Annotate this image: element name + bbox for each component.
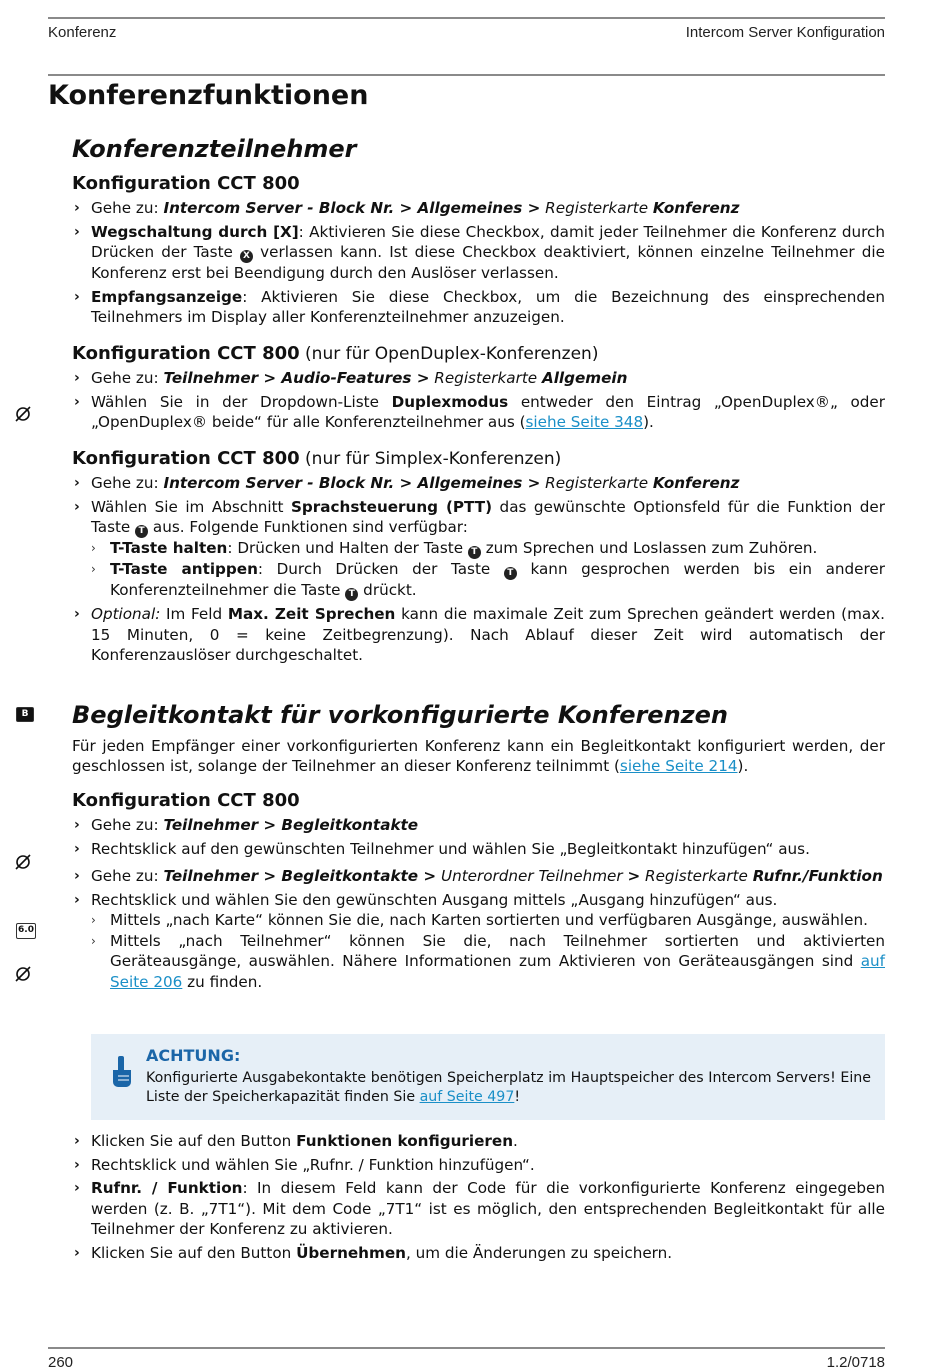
page-title: Konferenzfunktionen bbox=[48, 80, 369, 111]
intro-paragraph: Für jeden Empfänger einer vorkonfigurierten Konferenz kann ein Begleitkontakt konfiguriert werden, der geschlossen ist, solange der Teilnehmer an dieser Konferenz teilnimmt (siehe Seite 214). bbox=[72, 736, 885, 775]
list-item: › Gehe zu: Teilnehmer > Audio-Features > Registerkarte Allgemein bbox=[74, 369, 628, 387]
t-key-icon: T bbox=[135, 525, 148, 538]
x-key-icon: X bbox=[240, 250, 253, 263]
list-item: › Rechtsklick und wählen Sie „Rufnr. / Funktion hinzufügen“. bbox=[74, 1155, 535, 1174]
page-link[interactable]: siehe Seite 214 bbox=[619, 757, 738, 775]
subsection-heading: Konfiguration CCT 800 (nur für OpenDuplex-Konferenzen) bbox=[72, 342, 599, 364]
subsection-heading: Konfiguration CCT 800 bbox=[72, 172, 300, 194]
page-link[interactable]: auf Seite 206 bbox=[110, 952, 885, 991]
list-item: › Gehe zu: Intercom Server - Block Nr. > Allgemeines > Registerkarte Konferenz bbox=[74, 474, 740, 492]
list-item: › Klicken Sie auf den Button Übernehmen, um die Änderungen zu speichern. bbox=[74, 1243, 673, 1262]
t-key-icon: T bbox=[468, 546, 481, 559]
running-header-right: Intercom Server Konfiguration bbox=[685, 24, 885, 41]
sub-list-item: › T-Taste halten: Drücken und Halten der Taste T zum Sprechen und Loslassen zum Zuhören. bbox=[91, 539, 818, 557]
sub-list-item: › T-Taste antippen: Durch Drücken der Taste T kann gesprochen werden bis ein anderer Konferenzteilnehmer die Taste T drückt. bbox=[91, 560, 885, 599]
note-title: ACHTUNG: bbox=[146, 1046, 241, 1065]
section-title: Konferenzteilnehmer bbox=[72, 135, 357, 163]
footer-rule bbox=[48, 1347, 885, 1349]
no-display-icon bbox=[14, 405, 32, 423]
list-item: › Wegschaltung durch [X]: Aktivieren Sie diese Checkbox, damit jeder Teilnehmer die Konferenz durch Drücken der Taste X verlassen kann. Ist diese Checkbox deaktiviert, können einzelne Teilnehmer die Konferenz erst bei Beendigung durch den Auslöser verlassen. bbox=[74, 222, 886, 282]
t-key-icon: T bbox=[504, 567, 517, 580]
section-conference-participants bbox=[72, 135, 886, 666]
badge-b-icon: B bbox=[16, 707, 34, 722]
subsection-heading: Konfiguration CCT 800 bbox=[72, 789, 300, 811]
sub-list-item: › Mittels „nach Teilnehmer“ können Sie die, nach Teilnehmer sortierten und aktivierten Geräteausgänge, auswählen. Nähere Informationen zum Aktivieren von Geräteausgängen sind auf Seite 206 zu finden. bbox=[91, 931, 885, 991]
pointing-hand-warning-icon bbox=[109, 1054, 135, 1090]
no-display-icon bbox=[14, 965, 32, 983]
warning-note bbox=[91, 1034, 885, 1120]
sub-list-item: › Mittels „nach Karte“ können Sie die, nach Karten sortierten und verfügbaren Ausgänge, auswählen. bbox=[91, 911, 868, 929]
header-rule bbox=[48, 74, 885, 76]
list-item: › Optional: Im Feld Max. Zeit Sprechen kann die maximale Zeit zum Sprechen geändert werden (max. 15 Minuten, 0 = keine Zeitbegrenzung). Nach Ablauf dieser Zeit wird automatisch der Konferenzauslöser durchgeschaltet. bbox=[74, 605, 885, 664]
subsection-heading: Konfiguration CCT 800 (nur für Simplex-Konferenzen) bbox=[72, 447, 562, 469]
list-item: › Rechtsklick auf den gewünschten Teilnehmer und wählen Sie „Begleitkontakt hinzufügen“ aus. bbox=[74, 839, 810, 858]
document-version: 1.2/0718 bbox=[826, 1354, 885, 1371]
list-item: › Gehe zu: Intercom Server - Block Nr. > Allgemeines > Registerkarte Konferenz bbox=[74, 199, 740, 217]
section-accompanying-contact-steps bbox=[72, 1128, 885, 1263]
no-display-icon bbox=[14, 853, 32, 871]
list-item: › Klicken Sie auf den Button Funktionen konfigurieren. bbox=[74, 1132, 518, 1150]
t-key-icon: T bbox=[345, 588, 358, 601]
list-item: › Rufnr. / Funktion: In diesem Feld kann der Code für die vorkonfigurierte Konferenz eingegeben werden (z. B. „7T1“). Mit dem Code „7T1“ ist es möglich, den entsprechenden Begleitkontakt für alle Teilnehmer der Konferenz zu aktivieren. bbox=[74, 1179, 885, 1238]
list-item: › Empfangsanzeige: Aktivieren Sie diese Checkbox, um die Bezeichnung des einsprechenden Teilnehmers im Display aller Konferenzteilnehmer anzuzeigen. bbox=[74, 287, 885, 326]
page-number: 260 bbox=[48, 1354, 74, 1371]
running-header-left: Konferenz bbox=[48, 24, 117, 41]
page-link[interactable]: auf Seite 497 bbox=[419, 1089, 515, 1105]
section-accompanying-contact bbox=[72, 701, 885, 992]
list-item: › Wählen Sie in der Dropdown-Liste Duplexmodus entweder den Eintrag „OpenDuplex®„ oder „OpenDuplex® beide“ für alle Konferenzteilnehmer aus (siehe Seite 348). bbox=[74, 392, 885, 431]
section-title: Begleitkontakt für vorkonfigurierte Konferenzen bbox=[72, 701, 729, 729]
page-link[interactable]: siehe Seite 348 bbox=[525, 413, 644, 431]
list-item: › Gehe zu: Teilnehmer > Begleitkontakte > Unterordner Teilnehmer > Registerkarte Rufnr./Funktion bbox=[74, 867, 883, 885]
version-badge: 6.0 bbox=[16, 923, 36, 939]
list-item: › Rechtsklick und wählen Sie den gewünschten Ausgang mittels „Ausgang hinzufügen“ aus. bbox=[74, 890, 778, 909]
list-item: › Gehe zu: Teilnehmer > Begleitkontakte bbox=[74, 816, 419, 834]
top-rule bbox=[48, 17, 885, 19]
note-text: Konfigurierte Ausgabekontakte benötigen Speicherplatz im Hauptspeicher des Intercom Servers! Eine Liste der Speicherkapazität finden Sie auf Seite 497! bbox=[146, 1070, 871, 1105]
list-item: › Wählen Sie im Abschnitt Sprachsteuerung (PTT) das gewünschte Optionsfeld für die Funktion der Taste T aus. Folgende Funktionen sind verfügbar: bbox=[74, 497, 885, 536]
